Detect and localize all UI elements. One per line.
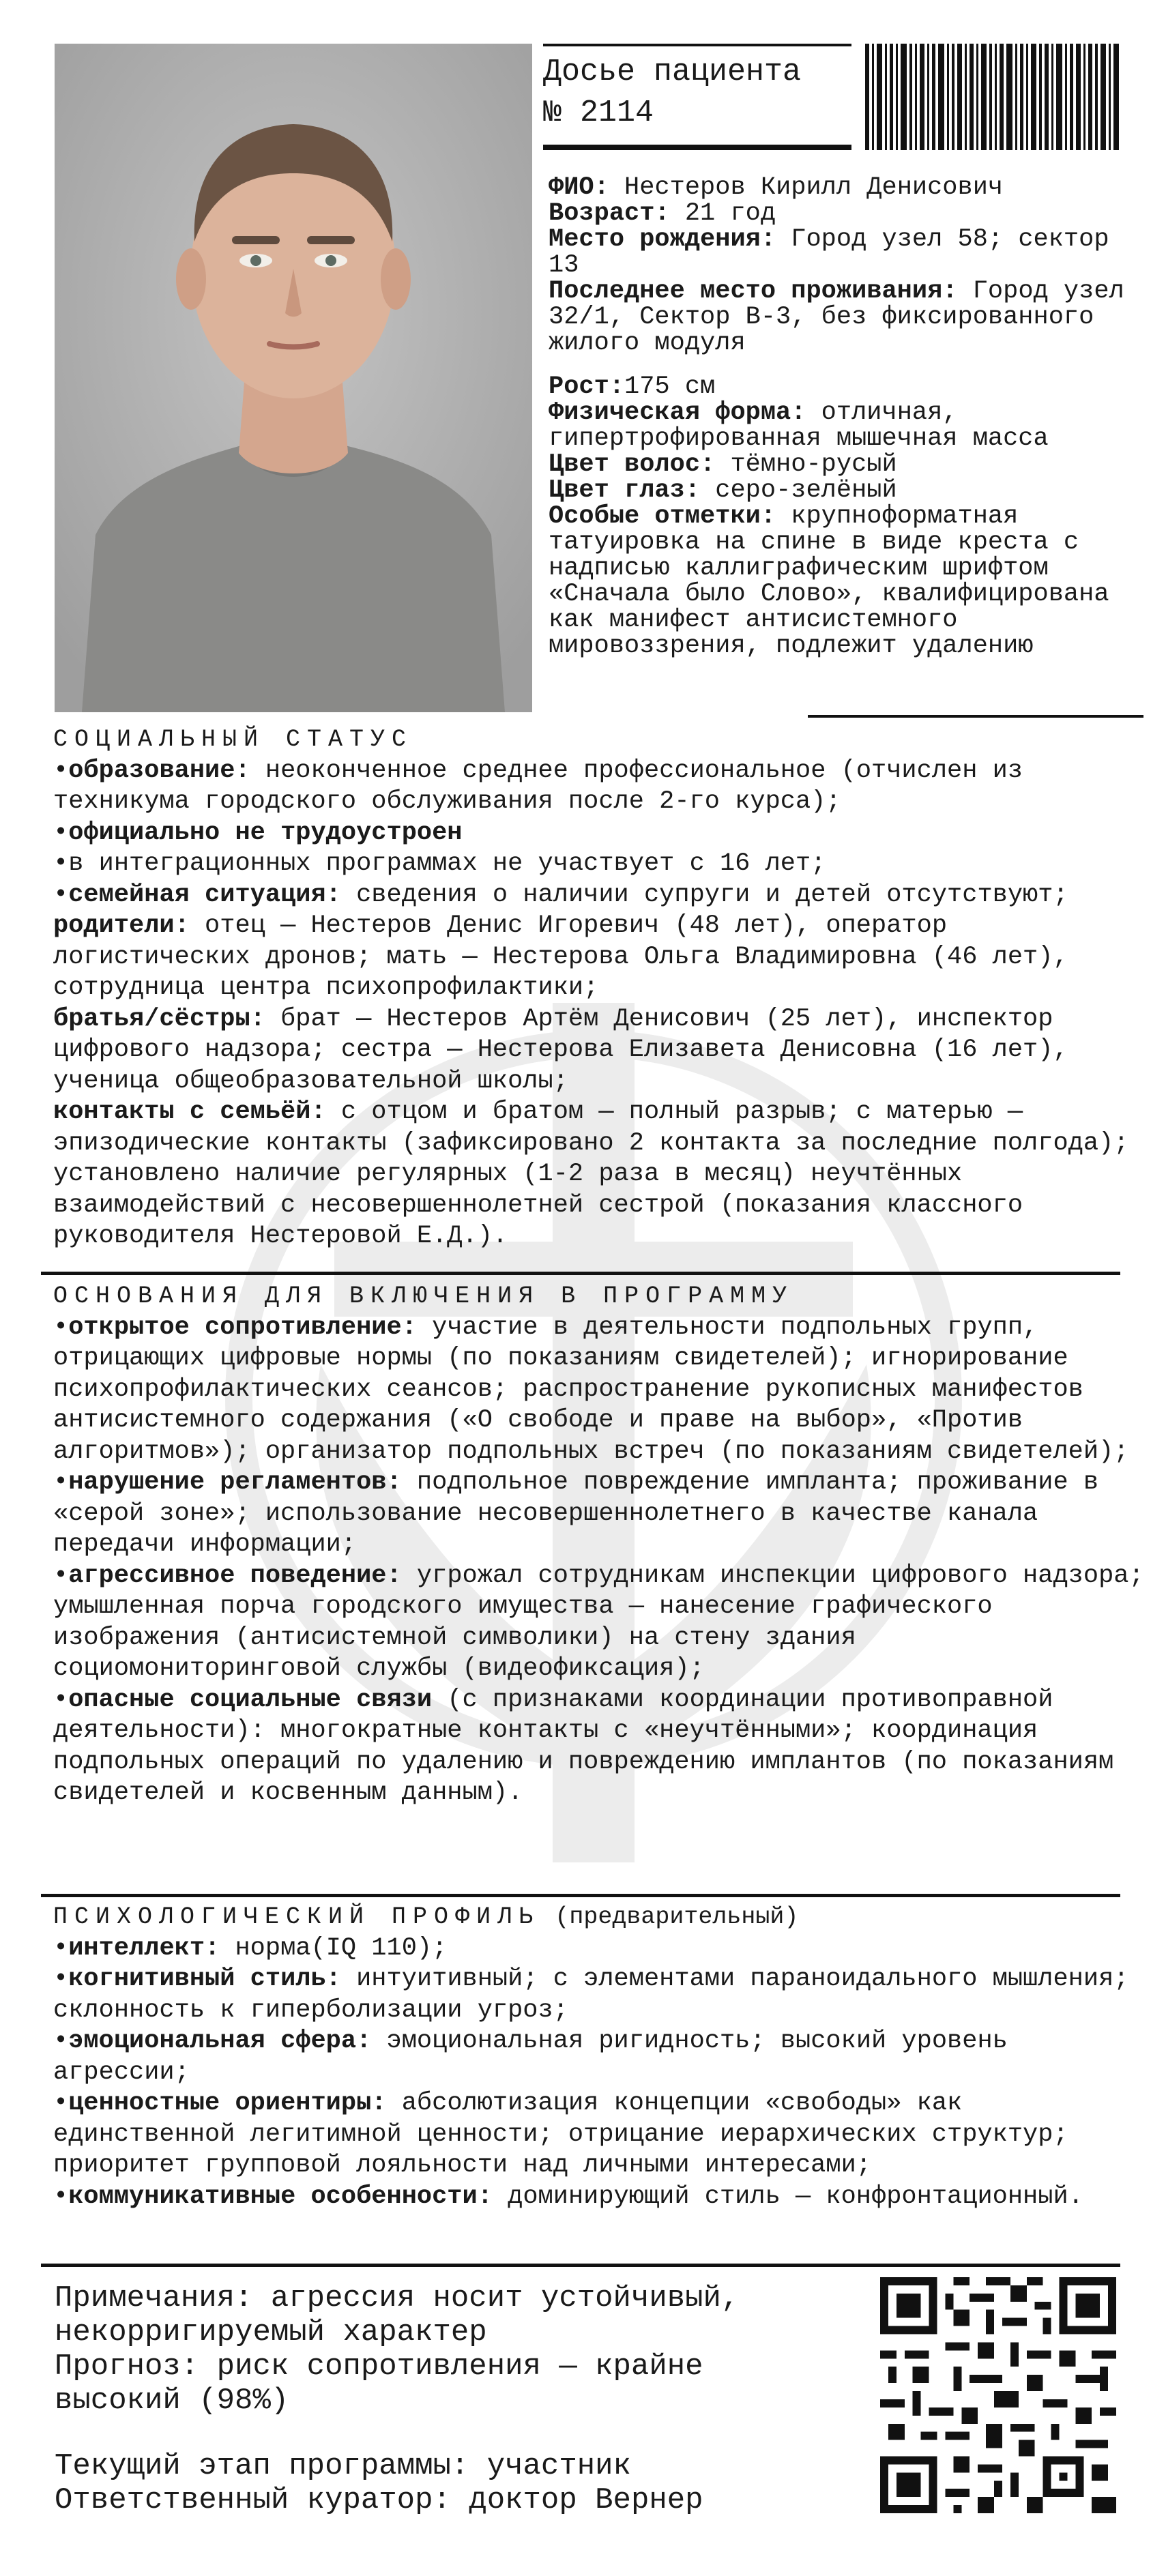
siblings-value: брат — Нестеров Артём Денисович (25 лет), инспектор цифрового надзора; сестра — Нестерова Елизавета Денисовна (16 лет), ученица общеобразовательной школы; <box>53 1004 1068 1096</box>
cognitive-label: когнитивный стиль: <box>68 1965 341 1993</box>
eyes-label: Цвет глаз: <box>549 476 701 505</box>
name-label: ФИО: <box>549 173 609 202</box>
communication-label: коммуникативные особенности: <box>68 2182 493 2211</box>
resistance-item: •открытое сопротивление: участие в деятельности подпольных групп, отрицающих цифровые нормы (по показаниям свидетелей); игнорирование психопрофилактических сеансов; распространение рукописных манифестов антисистемного содержания («О свободе и праве на выбор», «Против алгоритмов»); организатор подпольных встреч (по показаниям свидетелей); <box>53 1313 1129 1466</box>
eyes-value: серо-зелёный <box>700 476 897 505</box>
birthplace-label: Место рождения: <box>549 225 776 254</box>
marks-label: Особые отметки: <box>549 502 776 531</box>
intellect-value: норма(IQ 110); <box>220 1933 448 1963</box>
intellect-item: •интеллект: норма(IQ 110); <box>53 1933 448 1963</box>
residence-label: Последнее место проживания: <box>549 277 958 306</box>
hair-label: Цвет волос: <box>549 450 716 479</box>
patient-photo <box>55 44 532 712</box>
links-value: (с признаками координации противоправной деятельности): многократные контакты с «неучтёнными»; координация подпольных операций по удалению и повреждению имплантов (по показаниям свидетелей и косвенным данным). <box>53 1685 1114 1807</box>
violation-item: •нарушение регламентов: подпольное повреждение импланта; проживание в «серой зоне»; использование несовершеннолетнего в качестве канала передачи информации; <box>53 1468 1099 1559</box>
siblings-label: братья/сёстры: <box>53 1004 265 1034</box>
dossier-number: № 2114 <box>543 96 654 130</box>
fitness-value: отличная, гипертрофированная мышечная масса <box>549 398 1049 453</box>
social-status-heading: СОЦИАЛЬНЫЙ СТАТУС <box>53 726 413 753</box>
siblings-item <box>53 1004 1145 1098</box>
name-value: Нестеров Кирилл Денисович <box>609 173 1004 202</box>
birthplace-value: Город узел 58; сектор 13 <box>549 225 1109 280</box>
curator-row <box>55 2483 873 2517</box>
residence-value: Город узел 32/1, Сектор В-3, без фиксированного жилого модуля <box>549 277 1124 357</box>
height-value: 175 см <box>624 372 716 401</box>
dossier-title <box>543 44 851 150</box>
links-item: •опасные социальные связи (с признаками координации противоправной деятельности): многократные контакты с «неучтёнными»; координация подпольных операций по удалению и повреждению имплантов (по показаниям свидетелей и косвенным данным). <box>53 1685 1114 1807</box>
aggression-value: угрожал сотрудникам инспекции цифрового надзора; умышленная порча городского имущества — нанесение графического изображения (антисистемной символики) на стену здания социомониторинговой службы (видеофиксация); <box>53 1561 1144 1683</box>
notes-label: Примечания: <box>55 2281 253 2315</box>
education-item: •образование: неоконченное среднее профессиональное (отчислен из техникума городского обслуживания после 2-го курса); <box>53 756 1023 816</box>
resistance-label: открытое сопротивление: <box>68 1313 417 1342</box>
fitness-row <box>549 400 1135 452</box>
section-divider <box>41 1894 1120 1897</box>
curator-label: Ответственный куратор: <box>55 2483 451 2517</box>
emotional-label: эмоциональная сфера: <box>68 2027 372 2055</box>
birthplace-row <box>549 226 1135 278</box>
communication-item: •коммуникативные особенности: доминирующий стиль — конфронтационный. <box>53 2182 1083 2211</box>
program-block <box>55 2449 873 2517</box>
employment-label: официально не трудоустроен <box>68 818 463 847</box>
family-value: сведения о наличии супруги и детей отсутствуют; <box>340 880 1068 909</box>
family-item: •семейная ситуация: сведения о наличии супруги и детей отсутствуют; <box>53 880 1068 909</box>
hair-value: тёмно-русый <box>715 450 897 479</box>
height-label: Рост: <box>549 372 625 401</box>
portrait-illustration <box>55 44 532 712</box>
program-grounds-section <box>53 1281 1145 1809</box>
parents-value: отец — Нестеров Денис Игоревич (48 лет), оператор логистических дронов; мать — Нестерова Ольга Владимировна (46 лет), сотрудница центра психопрофилактики; <box>53 911 1068 1002</box>
hair-row <box>549 452 1135 478</box>
program-grounds-heading: ОСНОВАНИЯ ДЛЯ ВКЛЮЧЕНИЯ В ПРОГРАММУ <box>53 1283 794 1310</box>
spacer <box>549 356 1135 374</box>
info-divider <box>808 715 1143 718</box>
values-label: ценностные ориентиры: <box>68 2089 387 2118</box>
personal-info <box>549 175 1135 659</box>
violation-value: подпольное повреждение импланта; проживание в «серой зоне»; использование несовершеннолетнего в качестве канала передачи информации; <box>53 1468 1099 1559</box>
notes-value: агрессия носит устойчивый, некорригируемый характер <box>55 2281 740 2350</box>
resistance-value: участие в деятельности подпольных групп, отрицающих цифровые нормы (по показаниям свидетелей); игнорирование психопрофилактических сеансов; распространение рукописных манифестов антисистемного содержания («О свободе и праве на выбор», «Против алгоритмов»); организатор подпольных встреч (по показаниям свидетелей); <box>53 1313 1129 1466</box>
contacts-label: контакты с семьёй: <box>53 1098 326 1126</box>
values-item: •ценностные ориентиры: абсолютизация концепции «свободы» как единственной легитимной ценности; отрицание иерархических структур; приоритет групповой лояльности над личными интересами; <box>53 2089 1068 2180</box>
contacts-value: с отцом и братом — полный разрыв; с матерью — эпизодические контакты (зафиксировано 2 контакта за последние полгода); установлено наличие регулярных (1-2 раза в месяц) неучтённых взаимодействий с несовершеннолетней сестрой (показания классного руководителя Нестеровой Е.Д.). <box>53 1098 1129 1250</box>
curator-value: доктор Вернер <box>450 2483 703 2517</box>
education-label: образование: <box>68 756 250 785</box>
intellect-label: интеллект: <box>68 1933 220 1963</box>
integration-value: в интеграционных программах не участвует с 16 лет; <box>68 849 826 878</box>
marks-value: крупноформатная татуировка на спине в виде креста с надписью каллиграфическим шрифтом «Сначала было Слово», квалифицирована как манифест антисистемного мировоззрения, подлежит удалению <box>549 502 1109 660</box>
cognitive-value: интуитивный; с элементами параноидального мышления; склонность к гиперболизации угроз; <box>53 1965 1129 2025</box>
height-row <box>549 374 1135 400</box>
emotional-value: эмоциональная ригидность; высокий уровень агрессии; <box>53 2027 1008 2087</box>
eyes-row <box>549 478 1135 503</box>
stage-label: Текущий этап программы: <box>55 2449 469 2483</box>
barcode-icon <box>865 44 1119 150</box>
qr-code-icon <box>880 2277 1116 2513</box>
notes-block <box>55 2281 819 2418</box>
age-row <box>549 201 1135 226</box>
marks-row <box>549 503 1135 659</box>
parents-label: родители: <box>53 911 190 940</box>
forecast-row <box>55 2350 819 2418</box>
forecast-value: риск сопротивления — крайне высокий (98%) <box>55 2350 703 2418</box>
name-row <box>549 175 1135 201</box>
communication-value: доминирующий стиль — конфронтационный. <box>492 2182 1083 2211</box>
aggression-item: •агрессивное поведение: угрожал сотрудникам инспекции цифрового надзора; умышленная порча городского имущества — нанесение графического изображения (антисистемной символики) на стену здания социомониторинговой службы (видеофиксация); <box>53 1561 1144 1683</box>
age-value: 21 год <box>669 199 776 228</box>
residence-row <box>549 278 1135 356</box>
section-divider <box>41 2264 1120 2267</box>
fitness-label: Физическая форма: <box>549 398 806 427</box>
stage-value: участник <box>469 2449 631 2483</box>
stage-row <box>55 2449 873 2483</box>
employment-item: •официально не трудоустроен <box>53 818 463 847</box>
links-label: опасные социальные связи <box>68 1685 433 1714</box>
aggression-label: агрессивное поведение: <box>68 1561 402 1590</box>
values-value: абсолютизация концепции «свободы» как единственной легитимной ценности; отрицание иерархических структур; приоритет групповой лояльности над личными интересами; <box>53 2089 1068 2180</box>
violation-label: нарушение регламентов: <box>68 1468 402 1497</box>
emotional-item: •эмоциональная сфера: эмоциональная ригидность; высокий уровень агрессии; <box>53 2027 1008 2087</box>
psych-profile-heading: ПСИХОЛОГИЧЕСКИЙ ПРОФИЛЬ <box>53 1903 540 1931</box>
age-label: Возраст: <box>549 199 670 228</box>
dossier-title-line1: Досье пациента <box>543 55 802 89</box>
social-status-section <box>53 724 1145 1253</box>
parents-item <box>53 911 1145 1004</box>
family-label: семейная ситуация: <box>68 880 341 909</box>
psych-profile-section <box>53 1902 1145 2212</box>
cognitive-item: •когнитивный стиль: интуитивный; с элементами параноидального мышления; склонность к гиперболизации угроз; <box>53 1965 1129 2025</box>
psych-profile-heading-row <box>53 1902 1145 1933</box>
notes-row <box>55 2281 819 2350</box>
integration-item: •в интеграционных программах не участвует с 16 лет; <box>53 849 826 878</box>
section-divider <box>41 1272 1120 1275</box>
education-value: неоконченное среднее профессиональное (отчислен из техникума городского обслуживания после 2-го курса); <box>53 756 1023 816</box>
forecast-label: Прогноз: <box>55 2350 199 2384</box>
psych-profile-subheading: (предварительный) <box>555 1903 799 1931</box>
contacts-item <box>53 1097 1145 1253</box>
